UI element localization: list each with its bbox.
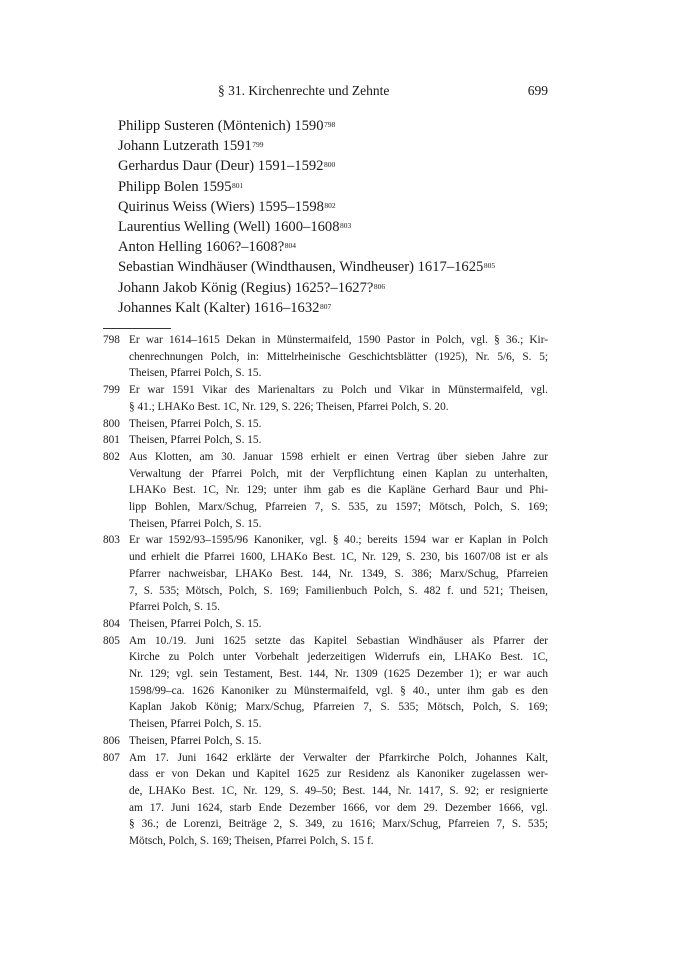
footnote-line: Theisen, Pfarrei Polch, S. 15. [129,367,262,380]
pastor-name: Quirinus Weiss (Wiers) 1595–1598 [118,198,324,215]
pastor-name: Johannes Kalt (Kalter) 1616–1632 [118,299,320,316]
page-header [118,83,548,101]
page-number: 699 [527,83,548,98]
footnote-ref[interactable]: 805 [483,261,496,271]
footnote-line: 1598/99–ca. 1626 Kanoniker zu Münstermaifeld, vgl. § 40., unter ihm gab es den [129,684,548,697]
footnote-ref[interactable]: 804 [284,241,296,251]
footnote-text [129,382,548,415]
footnote [103,416,548,433]
footnote [103,432,548,449]
footnote-line: Theisen, Pfarrei Polch, S. 15. [129,517,262,530]
footnote-text [129,733,548,750]
pastor-name: Philipp Bolen 1595 [118,178,232,195]
footnote-line: Pfarrer nachweisbar, LHAKo Best. 144, Nr. 1349, S. 386; Marx/Schug, Pfarreien [129,567,548,580]
footnote-number: 800 [103,417,120,430]
footnote-number: 803 [103,534,120,547]
footnote-line: § 36.; de Lorenzi, Beiträge 2, S. 349, zu 1616; Marx/Schug, Pfarreien 7, S. 535; [129,818,548,831]
pastor-entry [118,257,558,277]
footnote-line: dass er von Dekan und Kapitel 1625 zur Residenz als Kanoniker zugelassen wer- [129,768,548,781]
footnote-ref[interactable]: 800 [323,160,336,170]
footnote-line: Pfarrei Polch, S. 15. [129,601,220,614]
footnote-ref[interactable]: 803 [340,221,352,231]
footnote-line: Theisen, Pfarrei Polch, S. 15. [129,617,262,630]
footnote-line: Mötsch, Polch, S. 169; Theisen, Pfarrei Polch, S. 15 f. [129,835,374,848]
footnote-number: 798 [103,334,120,346]
pastor-name: Johann Lutzerath 1591 [118,138,252,155]
footnote-ref[interactable]: 801 [232,180,244,190]
pastor-entry [118,156,558,176]
footnote-number: 805 [103,634,120,647]
footnote-text [129,449,548,533]
footnote-line: de, LHAKo Best. 1C, Nr. 129, S. 49–50; Best. 144, Nr. 1417, S. 92; er resignierte [129,784,548,797]
pastor-name: Anton Helling 1606?–1608? [118,239,285,256]
pastor-entry [118,237,558,257]
pastor-name: Laurentius Welling (Well) 1600–1608 [118,219,340,236]
footnote-line: Aus Klotten, am 30. Januar 1598 erhielt er einen Vertrag über sieben Jahre zur [129,450,548,463]
pastor-name: Johann Jakob König (Regius) 1625?–1627? [118,279,374,296]
pastor-name: Philipp Susteren (Möntenich) 1590 [118,118,324,134]
footnote [103,382,548,415]
pastor-entry [118,217,558,237]
footnote [103,332,548,382]
footnote-text [129,416,548,433]
footnote-line: Theisen, Pfarrei Polch, S. 15. [129,417,262,430]
footnote-number: 806 [103,734,120,747]
footnote-ref[interactable]: 799 [252,140,264,150]
footnote [103,532,548,616]
pastor-name: Gerhardus Daur (Deur) 1591–1592 [118,158,324,175]
footnote-line: Nr. 129; vgl. sein Testament, Best. 144, Nr. 1309 (1625 Dezember 1); er war auch [129,668,548,681]
pastor-entry [118,116,558,136]
footnote-text [129,633,548,733]
footnote-line: Er war 1591 Vikar des Marienaltars zu Polch und Vikar in Münstermaifeld, vgl. [129,384,548,397]
footnote-line: Theisen, Pfarrei Polch, S. 15. [129,718,262,731]
footnote-number: 801 [103,434,120,447]
footnote-line: chenrechnungen Polch, in: Mittelrheinische Geschichtsblätter (1925), Nr. 5/6, S. 5; [129,350,548,363]
pastor-entry [118,278,558,298]
footnote [103,449,548,533]
footnote-number: 804 [103,617,120,630]
pastor-entry [118,177,558,197]
footnote-text [129,532,548,616]
pastor-entry [118,136,558,156]
footnote-line: Theisen, Pfarrei Polch, S. 15. [129,734,262,747]
footnote-text [129,332,548,382]
footnote-number: 802 [103,450,120,463]
pastor-entry [118,197,558,217]
footnote-line: und erhielt die Pfarrei 1600, LHAKo Best. 1C, Nr. 129, S. 230, bis 1607/08 ist er als [129,551,548,564]
footnote-ref[interactable]: 802 [324,200,336,210]
footnote-line: Verwaltung der Pfarrei Polch, mit der Verpflichtung einen Kaplan zu unterhalten, [129,467,548,480]
footnote-text [129,750,548,850]
footnote-line: Am 10./19. Juni 1625 setzte das Kapitel Sebastian Windhäuser als Pfarrer der [129,634,548,647]
footnotes [103,332,548,850]
footnote-line: Kirche zu Polch unter Vorbehalt jederzeitigen Widerrufs ein, LHAKo Best. 1C, [129,651,548,664]
pastor-entry [118,298,558,318]
footnote-ref[interactable]: 806 [373,281,386,291]
footnote [103,733,548,750]
footnote-line: Theisen, Pfarrei Polch, S. 15. [129,434,262,447]
pastor-name: Sebastian Windhäuser (Windthausen, Windheuser) 1617–1625 [118,259,484,276]
footnote-line: lipp Bohlen, Marx/Schug, Pfarreien 7, S. 535, zu 1597; Mötsch, Polch, S. 169; [129,501,548,514]
footnote [103,616,548,633]
footnote-separator [103,328,171,329]
footnote-line: LHAKo Best. 1C, Nr. 129; unter ihm gab es die Kapläne Gerhard Baur und Phi- [129,484,548,497]
footnote-line: Am 17. Juni 1642 erklärte der Verwalter der Pfarrkirche Polch, Johannes Kalt, [129,751,548,764]
footnote-line: Er war 1614–1615 Dekan in Münstermaifeld, 1590 Pastor in Polch, vgl. § 36.; Kir- [129,334,548,346]
footnote [103,750,548,850]
footnote-ref[interactable]: 807 [319,301,332,311]
running-title: § 31. Kirchenrechte und Zehnte [218,83,390,98]
footnote-text [129,432,548,449]
footnote [103,633,548,733]
footnote-ref[interactable]: 798 [324,120,336,129]
footnote-line: am 17. Juni 1624, starb Ende Dezember 1666, vor dem 29. Dezember 1666, vgl. [129,801,548,814]
pastor-list [118,116,558,318]
footnote-line: 7, S. 535; Mötsch, Polch, S. 169; Familienbuch Polch, S. 482 f. und 521; Theisen, [129,584,548,597]
footnote-number: 799 [103,384,120,397]
footnote-text [129,616,548,633]
footnote-number: 807 [103,751,120,764]
footnote-line: Er war 1592/93–1595/96 Kanoniker, vgl. § 40.; bereits 1594 war er Kaplan in Polch [129,534,548,547]
footnote-line: Kaplan Jakob König; Marx/Schug, Pfarreien 7, S. 535; Mötsch, Polch, S. 169; [129,701,548,714]
footnote-line: § 41.; LHAKo Best. 1C, Nr. 129, S. 226; Theisen, Pfarrei Polch, S. 20. [129,400,449,413]
